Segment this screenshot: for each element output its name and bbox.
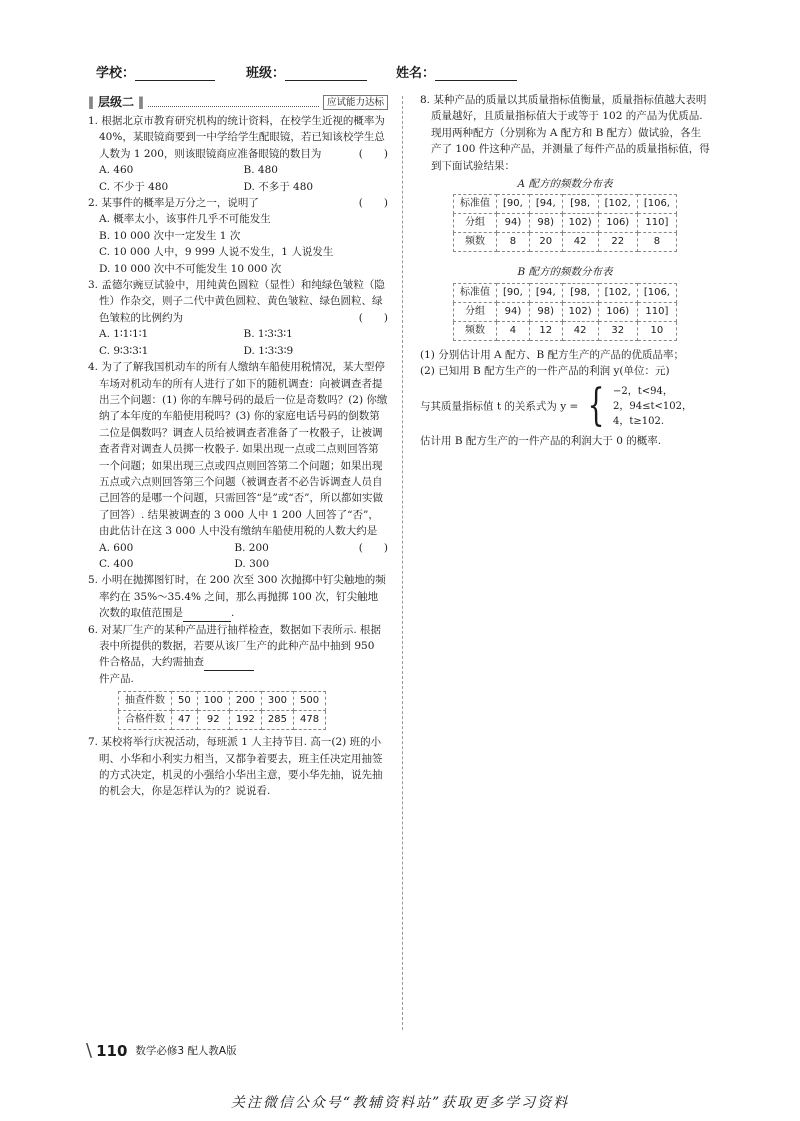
table-cell: 20 <box>529 233 562 252</box>
option[interactable]: D. 10 000 次中不可能发生 10 000 次 <box>99 262 282 275</box>
table-cell: 8 <box>637 233 676 252</box>
option[interactable]: C. 9∶3∶3∶1 <box>99 344 149 357</box>
q6-end: 件产品. <box>99 672 134 685</box>
question-4 <box>88 359 388 572</box>
table-cell: [98, <box>562 195 598 214</box>
case-1: −2，t<94， <box>613 385 673 397</box>
question-2 <box>88 195 388 277</box>
option[interactable]: B. 1∶3∶3∶1 <box>243 328 293 341</box>
table-cell: 12 <box>529 321 562 340</box>
table-cell: 抽查件数 <box>119 692 172 711</box>
table-cell: [106, <box>637 195 676 214</box>
option[interactable]: C. 10 000 人中，9 999 人说不发生，1 人说发生 <box>99 246 334 259</box>
q5-end: . <box>231 607 235 620</box>
class-field <box>246 62 367 81</box>
table-cell: 42 <box>562 233 598 252</box>
table-row <box>454 302 677 321</box>
table-cell: [106, <box>637 283 676 302</box>
table-cell: 10 <box>637 321 676 340</box>
answer-blank[interactable] <box>183 609 231 622</box>
level-bar-marker-icon: ‖ <box>88 94 94 109</box>
table-cell: 285 <box>261 711 293 730</box>
table-row <box>454 214 677 233</box>
table-cell: 94) <box>497 214 530 233</box>
formula-b-table <box>453 283 677 341</box>
table-cell: [98, <box>562 283 598 302</box>
table-cell: 500 <box>294 692 326 711</box>
case-3: 4，t≥102. <box>613 415 665 427</box>
answer-paren[interactable]: ( ) <box>358 197 388 210</box>
footer-slash-icon: \ <box>86 1040 93 1061</box>
bottom-note: 关注微信公众号“教辅资料站”获取更多学习资料 <box>230 1095 570 1111</box>
option[interactable]: B. 10 000 次中一定发生 1 次 <box>99 229 241 242</box>
piecewise-cases <box>613 384 692 429</box>
q8-sub1: (1) 分别估计用 A 配方、B 配方生产的产品的优质品率； <box>420 348 685 361</box>
table-cell: 192 <box>229 711 261 730</box>
table-cell: 标准值 <box>454 195 497 214</box>
table-cell: 频数 <box>454 233 497 252</box>
table-cell: 98) <box>529 214 562 233</box>
table-cell: 102) <box>562 302 598 321</box>
school-blank[interactable] <box>135 68 215 81</box>
table-cell: 106) <box>598 214 637 233</box>
level-title: 层级二 <box>98 94 135 109</box>
table-cell: 42 <box>562 321 598 340</box>
q8-sub2-end: 估计用 B 配方生产的一件产品的利润大于 0 的概率. <box>420 434 662 447</box>
table-cell: 标准值 <box>454 283 497 302</box>
table-cell: 47 <box>172 711 198 730</box>
right-column <box>420 92 710 449</box>
book-title: 数学必修3 配人教A版 <box>135 1045 237 1057</box>
option[interactable]: A. 460 <box>99 164 134 177</box>
table-a-caption: A 配方的频数分布表 <box>517 178 613 191</box>
school-label: 学校： <box>96 66 136 81</box>
table-cell: 32 <box>598 321 637 340</box>
table-cell: [102, <box>598 283 637 302</box>
option[interactable]: D. 1∶3∶3∶9 <box>243 344 294 357</box>
level-tag: 应试能力达标 <box>323 95 388 110</box>
q4-text: 4. 为了了解我国机动车的所有人缴纳车船使用税情况，某大型停车场对机动车的所有人进行了如下的随机调查：向被调查者提出三个问题：(1) 你的车牌号码的最后一位是奇数吗？(2) 你缴纳了本年度的车船使用税吗？(3) 你的家庭电话号码的倒数第二位是偶数吗？调查人员给被调查者准备了一枚骰子，让被调查者背对调查人员掷一枚骰子. 如果出现一点或二点则回答第一个问题；如果出现三点或四点则回答第二个问题；如果出现五点或六点则回答第三个问题（被调查者不必告诉调查人员自己回答的是哪一个问题，只需回答“是”或“否”，所以都如实做了回答）. 结果被调查的 3 000 人中 1 200 人回答了“否”，由此估计在这 3 000 人中没有缴纳车船使用税的人数大约是 <box>88 361 388 538</box>
formula-a-table <box>453 194 677 252</box>
answer-paren[interactable]: ( ) <box>358 311 388 324</box>
page-footer <box>86 1040 237 1061</box>
table-cell: 92 <box>197 711 229 730</box>
table-cell: 110] <box>637 214 676 233</box>
question-3 <box>88 277 388 359</box>
table-cell: 300 <box>261 692 293 711</box>
level-dots <box>148 98 319 107</box>
q7-text: 7. 某校将举行庆祝活动，每班派 1 人主持节目. 高一(2) 班的小明、小华和小利实力相当，又都争着要去，班主任决定用抽签的方式决定，机灵的小强给小华出主意，要小华先抽，说先抽的机会大，你是怎样认为的？说说看. <box>88 736 383 798</box>
table-cell: 98) <box>529 302 562 321</box>
table-b-caption: B 配方的频数分布表 <box>517 266 613 279</box>
table-row <box>119 692 326 711</box>
table-cell: [94, <box>529 283 562 302</box>
table-cell: [90, <box>497 283 530 302</box>
question-7 <box>88 734 388 800</box>
q2-text: 2. 某事件的概率是万分之一，说明了 <box>88 197 259 210</box>
q1-text: 1. 根据北京市教育研究机构的统计资料，在校学生近视的概率为 40%，某眼镜商要到一中学给学生配眼镜，若已知该校学生总人数为 1 200，则该眼镜商应准备眼镜的数目为 <box>88 115 385 160</box>
table-cell: 8 <box>497 233 530 252</box>
table-row <box>454 321 677 340</box>
answer-blank[interactable] <box>204 658 254 671</box>
name-blank[interactable] <box>435 68 517 81</box>
table-cell: 94) <box>497 302 530 321</box>
relation-text: 与其质量指标值 t 的关系式为 y = <box>420 400 579 413</box>
table-row <box>454 233 677 252</box>
q6-text: 6. 对某厂生产的某种产品进行抽样检查，数据如下表所示. 根据表中所提供的数据，若要从该厂生产的此种产品中抽到 950 件合格品，大约需抽查 <box>88 623 382 669</box>
q8-sub2: (2) 已知用 B 配方生产的一件产品的利润 y(单位：元) <box>420 365 670 378</box>
question-6 <box>88 622 388 731</box>
option[interactable]: B. 480 <box>243 164 278 177</box>
option[interactable]: A. 1∶1∶1∶1 <box>99 328 149 341</box>
page-number: 110 <box>96 1041 128 1060</box>
table-row <box>454 195 677 214</box>
class-label: 班级： <box>246 66 286 81</box>
answer-paren[interactable]: ( ) <box>358 147 388 160</box>
level-bar-marker-icon: ‖ <box>138 94 145 109</box>
option[interactable]: D. 不多于 480 <box>243 180 314 193</box>
sample-table <box>118 691 326 730</box>
table-cell: 4 <box>497 321 530 340</box>
column-divider <box>402 96 403 328</box>
question-5 <box>88 572 388 621</box>
option[interactable]: B. 200 <box>234 541 269 554</box>
answer-paren[interactable]: ( ) <box>358 541 388 554</box>
option[interactable]: C. 不少于 480 <box>99 180 169 193</box>
table-cell: [102, <box>598 195 637 214</box>
school-field <box>96 62 215 81</box>
table-cell: 106) <box>598 302 637 321</box>
option[interactable]: C. 400 <box>99 557 134 570</box>
brace-icon: { <box>587 380 605 432</box>
table-cell: 22 <box>598 233 637 252</box>
q3-text: 3. 孟德尔豌豆试验中，用纯黄色圆粒（显性）和纯绿色皱粒（隐性）作杂交，则子二代中黄色圆粒、黄色皱粒、绿色圆粒、绿色皱粒的比例约为 <box>88 279 385 324</box>
table-row <box>454 283 677 302</box>
table-cell: 478 <box>294 711 326 730</box>
table-cell: [94, <box>529 195 562 214</box>
left-column <box>88 92 388 800</box>
table-cell: [90, <box>497 195 530 214</box>
q8-text: 8. 某种产品的质量以其质量指标值衡量，质量指标值越大表明质量越好，且质量指标值大于或等于 102 的产品为优质品. 现用两种配方（分别称为 A 配方和 B 配方）做试验，各生产了 100 件这种产品，并测量了每件产品的质量指标值，得到下面试验结果： <box>420 94 710 172</box>
name-label: 姓名： <box>396 66 436 81</box>
table-cell: 分组 <box>454 214 497 233</box>
piecewise-function <box>420 380 710 432</box>
column-divider-lower <box>402 330 403 1030</box>
table-cell: 110] <box>637 302 676 321</box>
name-field <box>396 62 517 81</box>
table-cell: 102) <box>562 214 598 233</box>
option[interactable]: D. 300 <box>234 557 270 570</box>
q5-text: 5. 小明在抛掷图钉时，在 200 次至 300 次抛掷中钉尖触地的频率约在 35%～35.4% 之间，那么再抛掷 100 次，钉尖触地次数的取值范围是 <box>88 574 386 620</box>
table-cell: 50 <box>172 692 198 711</box>
option[interactable]: A. 600 <box>99 541 134 554</box>
table-cell: 100 <box>197 692 229 711</box>
case-2: 2，94≤t<102， <box>613 400 692 412</box>
level-bar <box>88 92 388 112</box>
class-blank[interactable] <box>285 68 367 81</box>
table-cell: 200 <box>229 692 261 711</box>
table-cell: 频数 <box>454 321 497 340</box>
table-row <box>119 711 326 730</box>
question-1 <box>88 113 388 195</box>
option[interactable]: A. 概率太小，该事件几乎不可能发生 <box>99 213 271 226</box>
table-cell: 分组 <box>454 302 497 321</box>
table-cell: 合格件数 <box>119 711 172 730</box>
